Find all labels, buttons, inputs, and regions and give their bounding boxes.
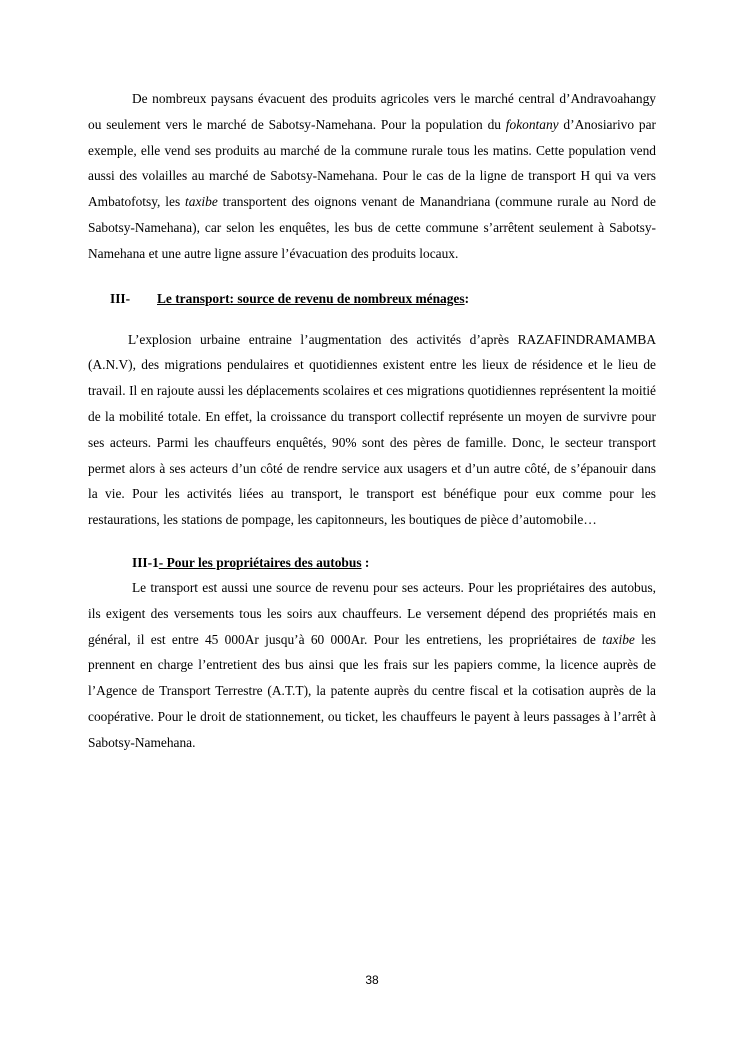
paragraph-text: Le transport est aussi une source de revenu pour ses acteurs. Pour les propriétaires des autobus, ils exigent des versements tous les soirs aux chauffeurs. Le versement dépend des propriétés mais en général, il est entre 45 000Ar jusqu’à 60 000Ar. Pour les entretiens, les propriétaires de xyxy=(88,579,656,647)
subsection-heading-iii-1 xyxy=(88,551,656,575)
italic-term: taxibe xyxy=(602,631,635,647)
subsection-title: - Pour les propriétaires des autobus xyxy=(158,554,362,570)
paragraph-text: De nombreux paysans évacuent des produits agricoles vers le marché central d’Andravoahangy ou seulement vers le marché de Sabotsy-Namehana. Pour la population du xyxy=(88,91,656,132)
paragraph-text: transportent des oignons venant de Manandriana (commune rurale au Nord de Sabotsy-Namehana), car selon les enquêtes, les bus de cette commune s’arrêtent seulement à Sabotsy-Namehana et une autre ligne assure l’évacuation des produits locaux. xyxy=(88,194,656,261)
paragraph-text: les prennent en charge l’entretient des bus ainsi que les frais sur les papiers comme, la licence auprès de l’Agence de Transport Terrestre (A.T.T), la patente auprès du centre fiscal et la cotisation auprès de la coopérative. Pour le droit de stationnement, ou ticket, les chauffeurs le payent à leurs passages à l’arrêt à Sabotsy-Namehana. xyxy=(88,631,656,750)
page-number: 38 xyxy=(365,973,379,987)
subsection-title-suffix: : xyxy=(361,554,370,570)
paragraph-text: d’Anosiarivo par exemple, elle vend ses produits au marché de la commune rurale tous les matins. Cette population vend aussi des volailles au marché de Sabotsy-Namehana. Pour le cas de la ligne de transport H qui va vers Ambatofotsy, les xyxy=(88,116,656,210)
document-page xyxy=(88,86,656,756)
italic-term: fokontany xyxy=(505,116,559,132)
paragraph-market-evacuation xyxy=(88,86,656,267)
section-heading-iii xyxy=(88,287,656,311)
section-number: III- xyxy=(110,290,131,306)
italic-term: taxibe xyxy=(185,194,218,210)
section-title: Le transport: source de revenu de nombreux ménages xyxy=(157,290,465,306)
subsection-number: III-1 xyxy=(132,554,159,570)
paragraph-bus-owners xyxy=(88,575,656,756)
paragraph-urban-explosion: L’explosion urbaine entraine l’augmentation des activités d’après RAZAFINDRAMAMBA (A.N.V), des migrations pendulaires et quotidiennes existent entre les lieux de résidence et le lieu de travail. Il en rajoute aussi les déplacements scolaires et ces migrations quotidiennes représentent la moitié de la mobilité totale. En effet, la croissance du transport collectif représente un moyen de survivre pour ses acteurs. Parmi les chauffeurs enquêtés, 90% sont des pères de famille. Donc, le secteur transport permet alors à ses acteurs d’un côté de rendre service aux usagers et d’un autre côté, de s’épanouir dans la vie. Pour les activités liées au transport, le transport est bénéfique pour eux comme pour les restaurations, les stations de pompage, les capitonneurs, les boutiques de pièce d’automobile… xyxy=(88,331,656,528)
section-title-suffix: : xyxy=(464,290,470,306)
